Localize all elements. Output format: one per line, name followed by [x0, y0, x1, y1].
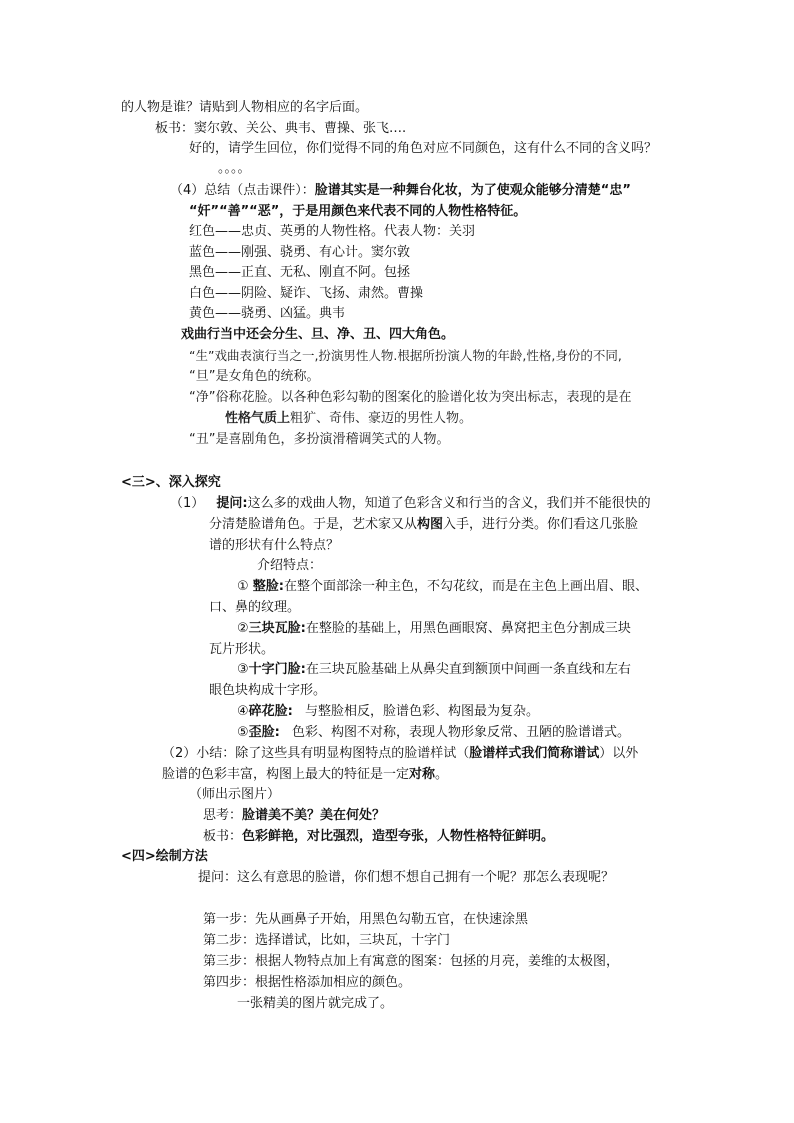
- face-type-4: [237, 703, 539, 721]
- face-type-1: [237, 578, 648, 596]
- face-type-desc: 色彩、构图不对称，表现人物形象反常、丑陋的脸谱谱式。: [292, 725, 631, 740]
- step-1: 第一步：先从画鼻子开始，用黑色勾勒五官，在快速涂黑: [203, 912, 529, 927]
- intro-label: 介绍特点：: [257, 558, 323, 573]
- circled-number: ④: [237, 704, 249, 719]
- face-type-5: [237, 724, 630, 742]
- question-line: 提问：这么有意思的脸谱，你们想不想自己拥有一个呢？那怎么表现呢？: [198, 870, 615, 885]
- bold-phrase: 性格气质上: [225, 411, 291, 426]
- circled-number: ①: [237, 579, 253, 594]
- plain-phrase: 。: [435, 767, 449, 782]
- color-red-line: 红色——忠贞、英勇的人物性格。代表人物：关羽: [189, 224, 476, 239]
- question-line-3: 谱的形状有什么特点？: [209, 538, 340, 553]
- summary-line: [170, 182, 631, 200]
- color-yellow-line: 黄色——骁勇、凶猛。典韦: [189, 306, 346, 321]
- summary-label: （4）总结（点击课件）：: [170, 183, 315, 198]
- roles-heading: 戏曲行当中还会分生、旦、净、丑、四大角色。: [181, 327, 455, 342]
- role-dan-line: “旦”是女角色的统称。: [189, 369, 320, 384]
- think-question: 脸谱美不美？美在何处？: [242, 808, 386, 823]
- subsummary-line-2: [162, 766, 448, 784]
- text-line: 的人物是谁？请贴到人物相应的名字后面。: [121, 100, 369, 115]
- bold-phrase: 脸谱样式我们简称谱试: [469, 746, 600, 761]
- question-line-2: [209, 516, 638, 534]
- blackboard-line-2: [203, 828, 554, 846]
- blackboard-content: 色彩鲜艳，对比强烈，造型夸张，人物性格特征鲜明。: [242, 829, 555, 844]
- face-type-name: 整脸:: [252, 579, 284, 594]
- closing-line: 一张精美的图片就完成了。: [237, 996, 394, 1011]
- face-type-name: 碎花脸:: [248, 704, 293, 719]
- text-line: 。。。。: [218, 161, 251, 176]
- face-type-name: 歪脸:: [248, 725, 280, 740]
- think-line: [203, 807, 385, 825]
- color-blue-line: 蓝色——刚强、骁勇、有心计。窦尔敦: [189, 245, 411, 260]
- step-3: 第三步：根据人物特点加上有寓意的图案：包拯的月亮，姜维的太极图，: [203, 954, 620, 969]
- plain-phrase: 入手，进行分类。你们看这几张脸: [443, 517, 639, 532]
- color-black-line: 黑色——正直、无私、刚直不阿。包拯: [189, 265, 411, 280]
- teacher-note: （师出示图片）: [189, 787, 281, 802]
- summary-bold: 脸谱其实是一种舞台化妆，为了使观众能够分清楚“忠”: [314, 183, 631, 198]
- face-type-desc: 在整个面部涂一种主色，不勾花纹，而是在主色上画出眉、眼、: [284, 579, 649, 594]
- question-line: [170, 495, 651, 513]
- plain-phrase: （2）小结：除了这些具有明显构图特点的脸谱样试（: [162, 746, 470, 761]
- role-jing-line: “净”俗称花脸。以各种色彩勾勒的图案化的脸谱化妆为突出标志，表现的是在: [189, 390, 632, 405]
- item-number: （1）: [170, 496, 205, 511]
- bold-phrase: 构图: [417, 517, 444, 532]
- face-type-1-cont: 口、鼻的纹理。: [209, 600, 301, 615]
- section-heading-3: <三>、深入探究: [121, 475, 221, 490]
- step-4: 第四步：根据性格添加相应的颜色。: [203, 975, 412, 990]
- blackboard-label: 板书：: [203, 829, 243, 844]
- think-label: 思考：: [203, 808, 243, 823]
- face-type-desc: 与整脸相反，脸谱色彩、构图最为复杂。: [305, 704, 540, 719]
- plain-phrase: 分清楚脸谱角色。于是，艺术家又从: [209, 517, 418, 532]
- face-type-name: 十字门脸:: [248, 662, 306, 677]
- plain-phrase: ）以外: [599, 746, 639, 761]
- text-line: 好的，请学生回位，你们觉得不同的角色对应不同颜色，这有什么不同的含义吗？: [189, 141, 658, 156]
- face-type-desc: 在三块瓦脸基础上从鼻尖直到额顶中间画一条直线和左右: [305, 662, 631, 677]
- section-heading-4: <四>绘制方法: [121, 849, 208, 864]
- bold-phrase: 对称: [409, 767, 436, 782]
- face-type-name: 三块瓦脸:: [248, 621, 306, 636]
- face-type-3: [237, 661, 631, 679]
- question-text: 这么多的戏曲人物，知道了色彩含义和行当的含义，我们并不能很快的: [247, 496, 651, 511]
- question-label: 提问:: [216, 496, 248, 511]
- subsummary-line: [162, 745, 638, 763]
- summary-bold-line: “奸”“善”“恶”，于是用颜色来代表不同的人物性格特征。: [189, 204, 527, 219]
- role-sheng-line: “生”戏曲表演行当之一,扮演男性人物.根据所扮演人物的年龄,性格,身份的不同,: [189, 348, 622, 363]
- role-chou-line: “丑”是喜剧角色，多扮演滑稽调笑式的人物。: [189, 432, 450, 447]
- face-type-desc: 在整脸的基础上，用黑色画眼窝、鼻窝把主色分割成三块: [305, 621, 631, 636]
- circled-number: ③: [237, 662, 249, 677]
- face-type-2: [237, 620, 631, 638]
- blackboard-line: 板书：窦尔敦、关公、典韦、曹操、张飞….: [155, 121, 407, 136]
- circled-number: ②: [237, 621, 249, 636]
- plain-phrase: 脸谱的色彩丰富，构图上最大的特征是一定: [162, 767, 410, 782]
- step-2: 第二步：选择谱试，比如，三块瓦，十字门: [203, 933, 451, 948]
- color-white-line: 白色——阴险、疑诈、飞扬、肃然。曹操: [189, 286, 424, 301]
- plain-phrase: 粗犷、奇伟、豪迈的男性人物。: [290, 411, 473, 426]
- circled-number: ⑤: [237, 725, 249, 740]
- role-jing-line-2: [225, 410, 472, 428]
- face-type-2-cont: 瓦片形状。: [209, 642, 275, 657]
- face-type-3-cont: 眼色块构成十字形。: [209, 683, 327, 698]
